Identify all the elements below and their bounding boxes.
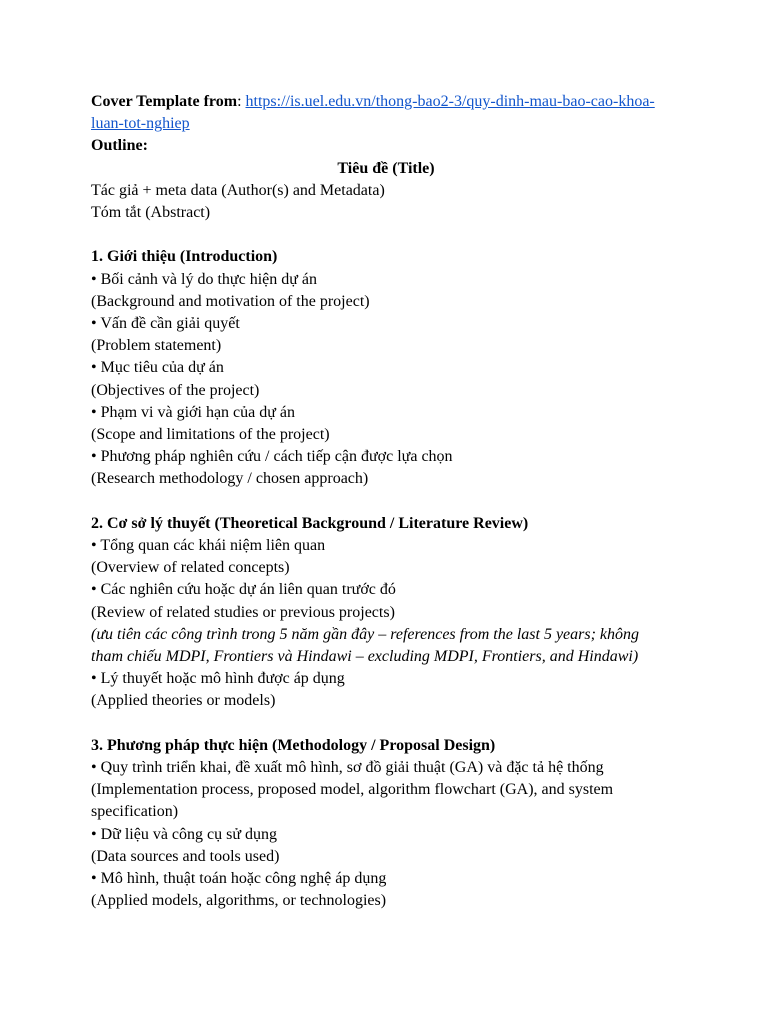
list-item: • Mục tiêu của dự án [91,359,224,377]
reference-note-continued: tham chiếu MDPI, Frontiers và Hindawi – excluding MDPI, Frontiers, and Hindawi) [91,648,639,666]
cover-template-separator: : [237,93,246,110]
list-item-translation-continued: specification) [91,803,179,821]
list-item: • Vấn đề cần giải quyết [91,315,240,333]
list-item: • Tổng quan các khái niệm liên quan [91,537,326,555]
list-item: • Phạm vi và giới hạn của dự án [91,403,296,421]
list-item: • Mô hình, thuật toán hoặc công nghệ áp dụng [91,870,387,888]
section-theoretical-background [91,513,681,713]
section-heading: 2. Cơ sở lý thuyết (Theoretical Background / Literature Review) [91,514,529,532]
list-item: • Dữ liệu và công cụ sử dụng [91,825,278,843]
blank-line [91,224,681,246]
list-item-translation: (Scope and limitations of the project) [91,426,330,444]
list-item-translation: (Applied theories or models) [91,692,276,710]
list-item: • Phương pháp nghiên cứu / cách tiếp cận được lựa chọn [91,448,453,466]
outline-title-item: Tiêu đề (Title) [337,159,435,177]
section-methodology [91,735,681,913]
section-heading: 1. Giới thiệu (Introduction) [91,248,278,266]
section-heading: 3. Phương pháp thực hiện (Methodology / Proposal Design) [91,736,496,754]
section-introduction [91,246,681,490]
blank-line [91,491,681,513]
list-item-translation: (Review of related studies or previous projects) [91,603,395,621]
list-item-translation: (Objectives of the project) [91,381,260,399]
list-item-translation: (Overview of related concepts) [91,559,290,577]
outline-abstract-item: Tóm tắt (Abstract) [91,204,211,222]
list-item-translation: (Data sources and tools used) [91,847,280,865]
cover-template-line [91,91,681,113]
cover-template-link-continued-line [91,113,681,135]
list-item-translation: (Background and motivation of the project) [91,292,370,310]
blank-line [91,713,681,735]
cover-template-label: Cover Template from [91,93,238,110]
list-item-translation: (Applied models, algorithms, or technologies) [91,892,387,910]
cover-template-link-continued[interactable]: luan-tot-nghiep [91,115,190,133]
list-item-translation: (Problem statement) [91,337,222,355]
list-item: • Các nghiên cứu hoặc dự án liên quan trước đó [91,581,396,599]
list-item: • Quy trình triển khai, đề xuất mô hình, sơ đồ giải thuật (GA) và đặc tả hệ thống [91,759,604,777]
list-item-translation: (Research methodology / chosen approach) [91,470,369,488]
list-item: • Lý thuyết hoặc mô hình được áp dụng [91,670,345,688]
outline-author-item: Tác giả + meta data (Author(s) and Metadata) [91,181,385,199]
outline-label: Outline: [91,137,148,155]
document-page [91,91,681,912]
list-item-translation: (Implementation process, proposed model, algorithm flowchart (GA), and system [91,781,614,799]
list-item: • Bối cảnh và lý do thực hiện dự án [91,270,318,288]
cover-template-link[interactable]: https://is.uel.edu.vn/thong-bao2-3/quy-dinh-mau-bao-cao-khoa- [245,93,655,110]
reference-note: (ưu tiên các công trình trong 5 năm gần đây – references from the last 5 years; không [91,625,640,643]
